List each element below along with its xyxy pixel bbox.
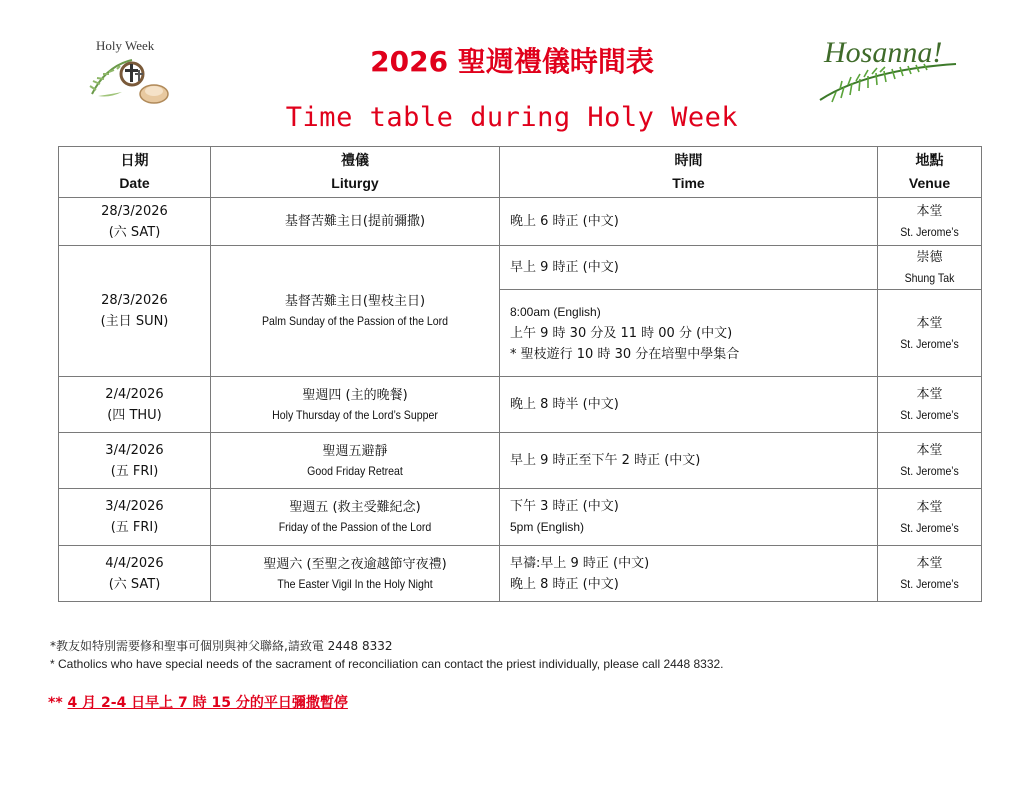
venue-en: St. Jerome’s (900, 464, 959, 478)
time-note: * 聖枝遊行 10 時 30 分在培聖中學集合 (510, 346, 740, 362)
liturgy-cell (211, 546, 500, 602)
liturgy-cell (211, 489, 500, 546)
time-line: 8:00am (English) (510, 304, 601, 319)
date-text: 4/4/2026 (105, 555, 164, 571)
date-cell (59, 433, 211, 489)
time-line: 上午 9 時 30 分及 11 時 00 分 (中文) (510, 325, 733, 341)
venue-en: St. Jerome’s (900, 336, 959, 351)
table-header-row (59, 147, 982, 198)
reconciliation-note-en: * Catholics who have special needs of the sacrament of reconciliation can contact the priest individually, please call 2448 8332. (50, 657, 724, 671)
header-date-en: Date (119, 175, 150, 191)
mass-suspension-alert (48, 692, 348, 712)
table-row (59, 489, 982, 546)
venue-cell (878, 433, 982, 489)
time-line: 晚上 8 時半 (中文) (510, 397, 619, 412)
header-time (500, 147, 878, 198)
header-venue (878, 147, 982, 198)
holy-week-schedule-table (58, 146, 982, 602)
liturgy-en: Friday of the Passion of the Lord (278, 520, 432, 534)
venue-en: St. Jerome’s (900, 577, 959, 591)
time-cell (500, 246, 878, 290)
venue-zh: 本堂 (916, 499, 943, 515)
venue-cell (878, 377, 982, 433)
day-text: (五 FRI) (110, 463, 159, 479)
header-date-zh: 日期 (120, 153, 149, 169)
date-cell (59, 377, 211, 433)
venue-zh: 本堂 (916, 204, 943, 219)
liturgy-zh: 基督苦難主日(聖枝主日) (284, 294, 426, 309)
venue-cell (878, 198, 982, 246)
table-row (59, 198, 982, 246)
venue-cell (878, 489, 982, 546)
day-text: (六 SAT) (108, 224, 161, 240)
day-text: (四 THU) (107, 407, 162, 423)
header-liturgy (211, 147, 500, 198)
reconciliation-note-zh: *教友如特別需要修和聖事可個別與神父聯絡,請致電 2448 8332 (50, 639, 393, 653)
time-line: 早上 9 時正 (中文) (510, 260, 619, 275)
header-venue-en: Venue (908, 175, 951, 191)
liturgy-cell (211, 246, 500, 377)
header-liturgy-en: Liturgy (331, 175, 379, 191)
date-text: 3/4/2026 (105, 442, 164, 458)
venue-en: St. Jerome’s (900, 520, 959, 535)
time-line: 下午 3 時正 (中文) (510, 499, 619, 514)
liturgy-en: The Easter Vigil In the Holy Night (277, 576, 433, 591)
time-cell (500, 198, 878, 246)
page-title-english: Time table during Holy Week (285, 102, 739, 133)
day-text: (主日 SUN) (100, 314, 169, 329)
table-row (59, 377, 982, 433)
venue-cell (878, 246, 982, 290)
day-text: (五 FRI) (110, 520, 159, 535)
day-text: (六 SAT) (108, 576, 161, 592)
liturgy-zh: 基督苦難主日(提前彌撒) (284, 214, 426, 229)
header-time-zh: 時間 (674, 153, 703, 169)
time-line: 早上 9 時正至下午 2 時正 (中文) (510, 453, 701, 468)
header-venue-zh: 地點 (915, 153, 944, 169)
venue-zh: 崇德 (916, 250, 943, 265)
date-cell (59, 198, 211, 246)
date-text: 2/4/2026 (105, 386, 164, 402)
liturgy-zh: 聖週六 (至聖之夜逾越節守夜禮) (263, 556, 447, 572)
venue-en: St. Jerome’s (900, 225, 959, 239)
alert-text: 4 月 2-4 日早上 7 時 15 分的平日彌撒暫停 (67, 695, 348, 711)
header-liturgy-zh: 禮儀 (341, 153, 369, 169)
liturgy-cell (211, 377, 500, 433)
venue-zh: 本堂 (916, 443, 943, 458)
time-line: 5pm (English) (510, 520, 585, 534)
date-cell (59, 246, 211, 377)
table-row (59, 433, 982, 489)
time-cell (500, 489, 878, 546)
liturgy-zh: 聖週五避靜 (322, 443, 388, 459)
header-time-en: Time (672, 175, 705, 191)
table-row (59, 246, 982, 290)
date-text: 28/3/2026 (101, 203, 168, 219)
time-cell (500, 377, 878, 433)
holy-week-logo-text: Holy Week (96, 38, 155, 53)
table-row (59, 546, 982, 602)
venue-zh: 本堂 (916, 387, 943, 402)
hosanna-logo-text: Hosanna! (824, 36, 943, 69)
liturgy-en: Good Friday Retreat (307, 463, 403, 478)
venue-zh: 本堂 (916, 556, 943, 571)
time-cell (500, 433, 878, 489)
liturgy-zh: 聖週五 (救主受難紀念) (289, 500, 421, 515)
time-line: 晚上 6 時正 (中文) (510, 214, 619, 229)
time-line: 晚上 8 時正 (中文) (510, 576, 619, 592)
date-text: 28/3/2026 (101, 293, 168, 308)
date-text: 3/4/2026 (105, 499, 164, 514)
venue-cell (878, 546, 982, 602)
date-cell (59, 489, 211, 546)
liturgy-en: Palm Sunday of the Passion of the Lord (261, 314, 449, 328)
header-date (59, 147, 211, 198)
liturgy-zh: 聖週四 (主的晚餐) (302, 387, 408, 403)
venue-en: Shung Tak (904, 271, 955, 285)
venue-zh: 本堂 (916, 315, 943, 331)
time-cell (500, 546, 878, 602)
date-cell (59, 546, 211, 602)
alert-prefix: ** (48, 695, 68, 711)
liturgy-en: Holy Thursday of the Lord’s Supper (272, 407, 438, 422)
time-cell (500, 290, 878, 377)
time-line: 早禱:早上 9 時正 (中文) (510, 555, 650, 571)
page-title-chinese: 2026 聖週禮儀時間表 (370, 45, 654, 78)
venue-cell (878, 290, 982, 377)
venue-en: St. Jerome’s (900, 408, 959, 422)
liturgy-cell (211, 198, 500, 246)
liturgy-cell (211, 433, 500, 489)
